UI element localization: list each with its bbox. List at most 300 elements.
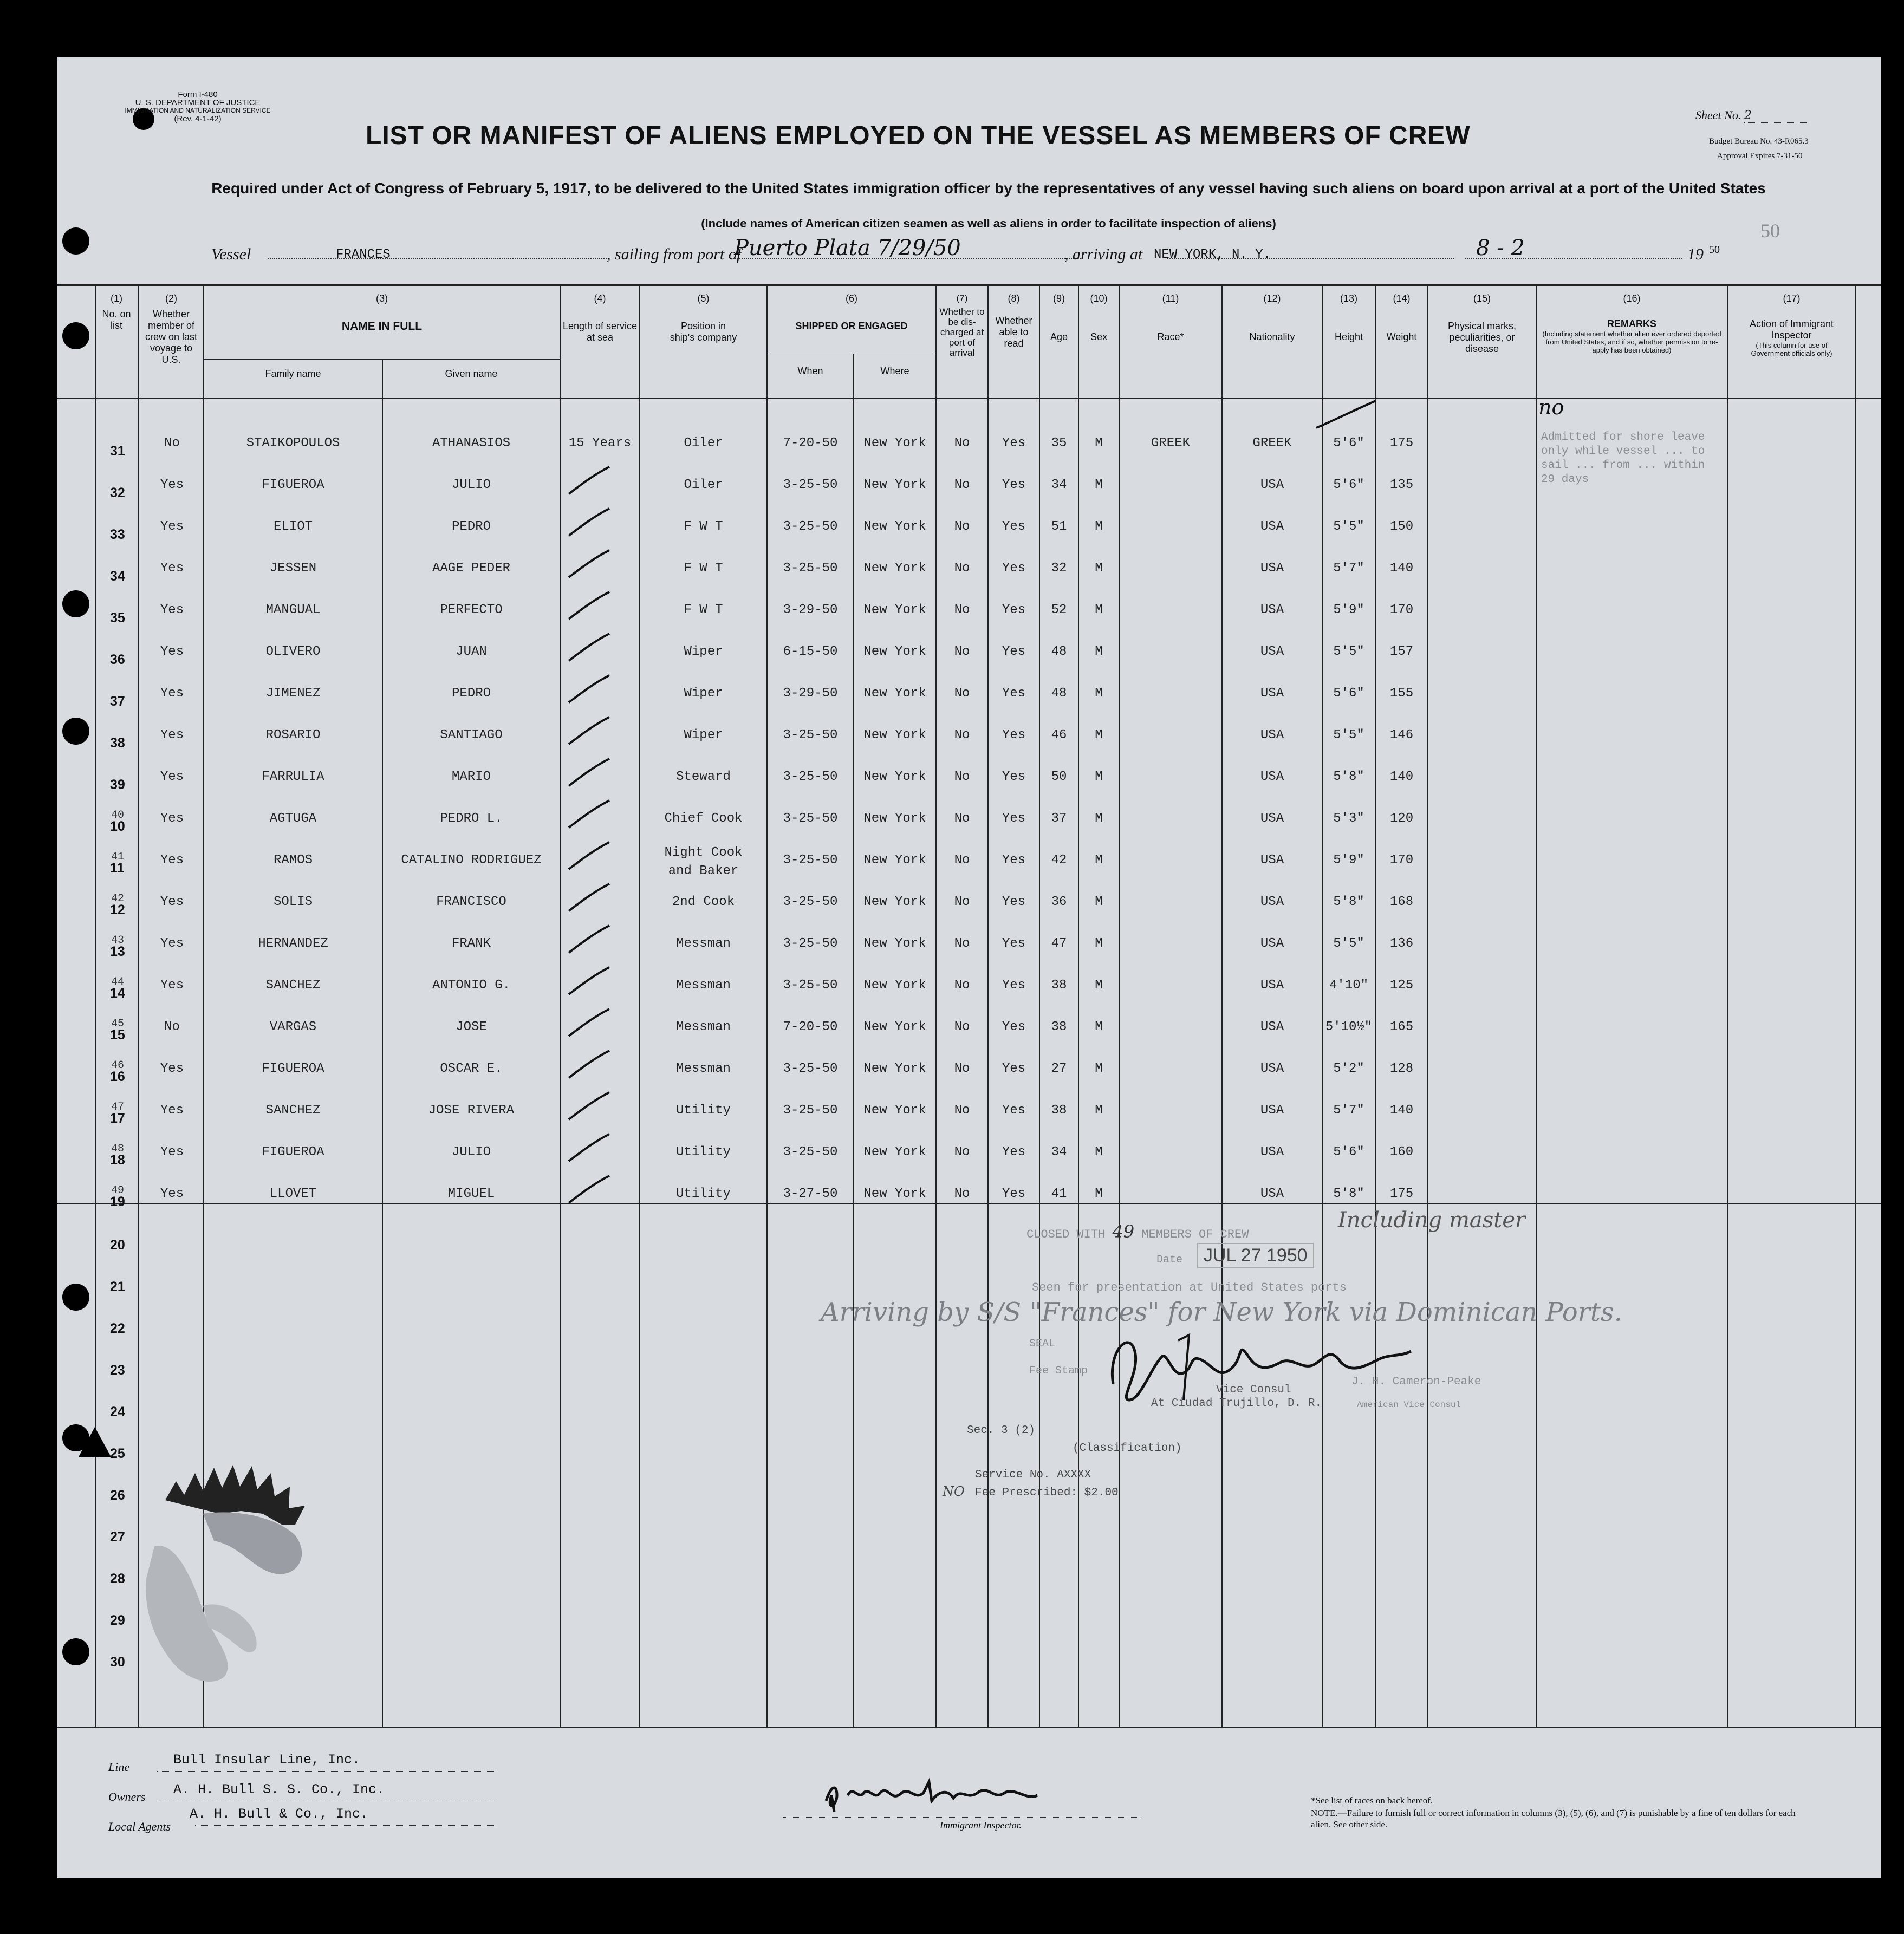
- seal-label: SEAL: [1029, 1338, 1056, 1350]
- age: 41: [1051, 1187, 1067, 1201]
- fee-stamp-label: Fee Stamp: [1029, 1365, 1088, 1377]
- closing-count: 49: [1112, 1221, 1135, 1242]
- weight: 140: [1389, 561, 1414, 576]
- ship-position: Utility: [676, 1103, 731, 1118]
- row-number: 10: [110, 819, 125, 834]
- to-be-discharged: No: [954, 895, 970, 909]
- col10-number: (10): [1090, 293, 1108, 304]
- to-be-discharged: No: [954, 519, 970, 534]
- ship-position: F W T: [684, 519, 723, 534]
- steamship-line: Bull Insular Line, Inc.: [173, 1752, 361, 1768]
- col11-label: Race*: [1157, 331, 1184, 342]
- age: 38: [1051, 1020, 1067, 1034]
- able-to-read: Yes: [1002, 561, 1026, 576]
- approval-expiry: Approval Expires 7-31-50: [1717, 152, 1803, 160]
- row-number: 13: [110, 944, 125, 959]
- age: 38: [1051, 1103, 1067, 1118]
- blank-row-number: 30: [110, 1655, 125, 1670]
- sex: M: [1095, 936, 1103, 951]
- name-subheader-rule: [203, 359, 560, 360]
- sex: M: [1095, 1103, 1103, 1118]
- height: 5'8": [1333, 1187, 1364, 1201]
- height: 5'5": [1333, 936, 1364, 951]
- given-name: FRANK: [451, 936, 491, 951]
- given-name: ANTONIO G.: [432, 978, 511, 993]
- to-be-discharged: No: [954, 1062, 970, 1076]
- form-revision: (Rev. 4-1-42): [174, 114, 222, 123]
- shipped-where: New York: [863, 686, 926, 701]
- age: 42: [1051, 853, 1067, 868]
- col-divider: [1375, 284, 1376, 1728]
- row-number: 39: [110, 777, 125, 792]
- age: 37: [1051, 811, 1067, 826]
- col17-header: [1728, 293, 1855, 357]
- col7-header: [937, 293, 987, 358]
- col15-number: (15): [1473, 293, 1491, 304]
- sex: M: [1095, 686, 1103, 701]
- family-name: ELIOT: [273, 519, 313, 534]
- height: 4'10": [1329, 978, 1368, 993]
- to-be-discharged: No: [954, 561, 970, 576]
- to-be-discharged: No: [954, 1187, 970, 1201]
- height: 5'8": [1333, 895, 1364, 909]
- nationality: USA: [1260, 895, 1284, 909]
- ship-position: Messman: [676, 1062, 731, 1076]
- family-name: SOLIS: [273, 895, 313, 909]
- shipped-where: New York: [863, 436, 926, 451]
- col6-where-label: Where: [880, 366, 909, 376]
- col15-label: Physical marks, peculiarities, or disease: [1447, 321, 1517, 354]
- crew-last-voyage: Yes: [160, 728, 184, 743]
- to-be-discharged: No: [954, 936, 970, 951]
- col10-header: [1079, 293, 1119, 343]
- col13-number: (13): [1340, 293, 1357, 304]
- col4-header: [561, 293, 639, 343]
- remarks-stamp: Admitted for shore leave only while vessel ... to sail ... from ... within 29 days: [1541, 431, 1705, 486]
- height: 5'6": [1333, 686, 1364, 701]
- row-number: 14: [110, 986, 125, 1001]
- col11-number: (11): [1162, 293, 1179, 304]
- sex: M: [1095, 853, 1103, 868]
- to-be-discharged: No: [954, 978, 970, 993]
- col5-header: [640, 293, 766, 343]
- nationality: USA: [1260, 1187, 1284, 1201]
- torn-corner: [79, 1427, 111, 1457]
- nationality: USA: [1260, 853, 1284, 868]
- weight: 160: [1389, 1145, 1414, 1160]
- family-name: STAIKOPOULOS: [246, 436, 340, 451]
- shipped-where: New York: [863, 728, 926, 743]
- crew-last-voyage: Yes: [160, 519, 184, 534]
- col5-label: Position in ship's company: [670, 321, 737, 343]
- ditto-tick-mark: [563, 1173, 612, 1206]
- col6-header: [768, 293, 935, 332]
- col9-number: (9): [1053, 293, 1065, 304]
- weight: 128: [1389, 1062, 1414, 1076]
- col8-header: [989, 293, 1039, 349]
- weight: 170: [1389, 853, 1414, 868]
- able-to-read: Yes: [1002, 978, 1026, 993]
- to-be-discharged: No: [954, 811, 970, 826]
- height: 5'6": [1333, 478, 1364, 492]
- crew-last-voyage: No: [164, 436, 180, 451]
- col-divider: [935, 284, 937, 1728]
- sheet-label: Sheet No.: [1695, 108, 1741, 122]
- height: 5'2": [1333, 1062, 1364, 1076]
- col1-number: (1): [111, 293, 122, 304]
- line-underline: [157, 1771, 498, 1772]
- fee-handwritten-mark: NO: [943, 1484, 965, 1499]
- crew-last-voyage: Yes: [160, 1187, 184, 1201]
- given-name: MIGUEL: [447, 1187, 495, 1201]
- crew-last-voyage: Yes: [160, 1062, 184, 1076]
- shipped-when: 3-25-50: [783, 519, 838, 534]
- col14-header: [1376, 293, 1427, 343]
- col-divider: [1855, 284, 1856, 1728]
- ship-position: F W T: [684, 603, 723, 617]
- age: 32: [1051, 561, 1067, 576]
- row-number: 34: [110, 569, 125, 584]
- family-name: FARRULIA: [262, 770, 324, 784]
- crew-last-voyage: Yes: [160, 811, 184, 826]
- weight: 150: [1389, 519, 1414, 534]
- shipped-when: 3-25-50: [783, 770, 838, 784]
- col8-number: (8): [1008, 293, 1020, 304]
- shipped-when: 3-25-50: [783, 853, 838, 868]
- weight: 136: [1389, 936, 1414, 951]
- able-to-read: Yes: [1002, 1020, 1026, 1034]
- col17-note: (This column for use of Government officials only): [1751, 341, 1832, 357]
- row-number: 32: [110, 485, 125, 500]
- nationality: USA: [1260, 1103, 1284, 1118]
- col12-number: (12): [1263, 293, 1281, 304]
- col2-header: [139, 293, 203, 366]
- able-to-read: Yes: [1002, 1187, 1026, 1201]
- ditto-tick-mark: [563, 673, 612, 705]
- row-handwritten-number: 49: [111, 1184, 125, 1197]
- col16-label: REMARKS: [1607, 318, 1656, 329]
- family-name: FIGUEROA: [262, 1145, 324, 1160]
- family-name: JIMENEZ: [265, 686, 321, 701]
- service-length: 15 Years: [568, 436, 632, 451]
- sex: M: [1095, 1062, 1103, 1076]
- col6-label: SHIPPED OR ENGAGED: [795, 321, 908, 331]
- vessel-underline: [268, 258, 607, 259]
- given-name: SANTIAGO: [440, 728, 503, 743]
- row-number: 38: [110, 735, 125, 751]
- sex: M: [1095, 770, 1103, 784]
- sex: M: [1095, 728, 1103, 743]
- family-name: OLIVERO: [265, 644, 321, 659]
- family-name: VARGAS: [269, 1020, 317, 1034]
- line-label: Line: [108, 1760, 130, 1774]
- family-name: RAMOS: [273, 853, 313, 868]
- family-name: JESSEN: [269, 561, 317, 576]
- sex: M: [1095, 478, 1103, 492]
- sheet-number: [1695, 108, 1809, 123]
- blank-row-number: 21: [110, 1279, 125, 1294]
- col-divider: [1727, 284, 1728, 1728]
- row-handwritten-number: 45: [111, 1018, 125, 1030]
- col3-label: NAME IN FULL: [341, 320, 423, 333]
- manifest-sheet: [57, 57, 1881, 1878]
- col16-note: (Including statement whether alien ever ordered deported from United States, and if so, whether permission to re-apply has been obtained): [1542, 330, 1721, 354]
- to-be-discharged: No: [954, 603, 970, 617]
- row-number: 17: [110, 1111, 125, 1126]
- given-name: AAGE PEDER: [432, 561, 511, 576]
- col15-header: [1428, 293, 1536, 355]
- year-prefix: 19: [1687, 245, 1704, 263]
- blank-row-number: 23: [110, 1363, 125, 1378]
- shipped-where: New York: [863, 561, 926, 576]
- blank-row-number: 20: [110, 1238, 125, 1253]
- nationality: USA: [1260, 644, 1284, 659]
- sex: M: [1095, 1020, 1103, 1034]
- blank-row-number: 22: [110, 1321, 125, 1336]
- to-be-discharged: No: [954, 644, 970, 659]
- shipped-when: 3-27-50: [783, 1187, 838, 1201]
- age: 52: [1051, 603, 1067, 617]
- shipped-when: 3-25-50: [783, 978, 838, 993]
- height: 5'6": [1333, 436, 1364, 451]
- ditto-tick-mark: [563, 1006, 612, 1039]
- shipped-where: New York: [863, 978, 926, 993]
- weight: 146: [1389, 728, 1414, 743]
- able-to-read: Yes: [1002, 1062, 1026, 1076]
- col1-header: [95, 293, 138, 331]
- given-name: JOSE RIVERA: [428, 1103, 515, 1118]
- col16-header: [1537, 293, 1727, 354]
- punch-hole: [62, 1284, 89, 1311]
- shipped-where: New York: [863, 1062, 926, 1076]
- shipped-where: New York: [863, 936, 926, 951]
- ditto-tick-mark: [563, 798, 612, 830]
- sailing-label: , sailing from port of: [607, 245, 742, 263]
- ditto-tick-mark: [563, 965, 612, 997]
- height: 5'5": [1333, 644, 1364, 659]
- given-name: PEDRO L.: [440, 811, 503, 826]
- blank-row-number: 27: [110, 1529, 125, 1545]
- punch-hole: [62, 1638, 89, 1665]
- given-name: OSCAR E.: [440, 1062, 503, 1076]
- filled-rows-end-rule: [57, 1203, 1881, 1204]
- weight: 170: [1389, 603, 1414, 617]
- col14-number: (14): [1393, 293, 1411, 304]
- shipped-when: 3-29-50: [783, 686, 838, 701]
- remarks-handwritten-mark: no: [1538, 395, 1564, 419]
- shipped-when: 3-25-50: [783, 1062, 838, 1076]
- given-name: PERFECTO: [440, 603, 503, 617]
- shipped-when: 3-25-50: [783, 936, 838, 951]
- shipped-where: New York: [863, 1145, 926, 1160]
- sex: M: [1095, 1145, 1103, 1160]
- row-handwritten-number: 41: [111, 851, 125, 863]
- age: 27: [1051, 1062, 1067, 1076]
- height: 5'5": [1333, 728, 1364, 743]
- able-to-read: Yes: [1002, 436, 1026, 451]
- given-name: JULIO: [451, 1145, 491, 1160]
- able-to-read: Yes: [1002, 603, 1026, 617]
- shipped-when: 3-25-50: [783, 478, 838, 492]
- age: 38: [1051, 978, 1067, 993]
- row-number: 11: [110, 861, 125, 876]
- year-value: 50: [1709, 244, 1720, 256]
- ship-position: Night Cook: [664, 845, 743, 860]
- family-name: LLOVET: [269, 1187, 317, 1201]
- to-be-discharged: No: [954, 728, 970, 743]
- col7-number: (7): [956, 293, 968, 303]
- shipped-when: 3-25-50: [783, 1103, 838, 1118]
- table-top-rule: [57, 284, 1881, 286]
- weight: 157: [1389, 644, 1414, 659]
- crew-last-voyage: Yes: [160, 1145, 184, 1160]
- ship-position: Utility: [676, 1145, 731, 1160]
- inspector-signature-line: [783, 1817, 1140, 1818]
- age: 35: [1051, 436, 1067, 451]
- row-number: 19: [110, 1194, 125, 1209]
- closing-date-label: Date: [1156, 1254, 1183, 1266]
- col14-label: Weight: [1386, 331, 1417, 342]
- col-divider: [853, 354, 854, 1728]
- able-to-read: Yes: [1002, 853, 1026, 868]
- arrival-date: 8 - 2: [1476, 236, 1525, 261]
- consul-place: At Ciudad Trujillo, D. R.: [1151, 1397, 1322, 1410]
- col-divider: [987, 284, 989, 1728]
- sex: M: [1095, 561, 1103, 576]
- row-number: 31: [110, 444, 125, 459]
- sex: M: [1095, 978, 1103, 993]
- closing-handwritten-note: Including master: [1338, 1208, 1526, 1233]
- able-to-read: Yes: [1002, 936, 1026, 951]
- shipped-where: New York: [863, 519, 926, 534]
- able-to-read: Yes: [1002, 728, 1026, 743]
- to-be-discharged: No: [954, 853, 970, 868]
- row-number: 12: [110, 902, 125, 917]
- ship-position: Steward: [676, 770, 731, 784]
- col16-number: (16): [1623, 293, 1641, 304]
- shipped-where: New York: [863, 1020, 926, 1034]
- consul-title: American Vice Consul: [1357, 1400, 1461, 1410]
- shipped-where: New York: [863, 644, 926, 659]
- crew-last-voyage: Yes: [160, 936, 184, 951]
- col3-number: (3): [376, 293, 388, 304]
- col-divider: [766, 284, 768, 1728]
- closing-date-stamp: JUL 27 1950: [1197, 1243, 1314, 1268]
- blank-row-number: 24: [110, 1404, 125, 1419]
- nationality: USA: [1260, 603, 1284, 617]
- given-name: JULIO: [451, 478, 491, 492]
- note-label: NOTE.: [1311, 1808, 1338, 1818]
- height: 5'8": [1333, 770, 1364, 784]
- row-handwritten-number: 47: [111, 1101, 125, 1113]
- ship-position: Chief Cook: [664, 811, 743, 826]
- ditto-tick-mark: [563, 464, 612, 497]
- age: 48: [1051, 686, 1067, 701]
- nationality: USA: [1260, 811, 1284, 826]
- ship-position: Oiler: [684, 478, 723, 492]
- to-be-discharged: No: [954, 1103, 970, 1118]
- ditto-tick-mark: [563, 589, 612, 622]
- form-department: U. S. DEPARTMENT OF JUSTICE: [135, 98, 261, 107]
- ditto-tick-mark: [563, 714, 612, 747]
- classification-label: (Classification): [1073, 1442, 1182, 1455]
- given-name: FRANCISCO: [436, 895, 506, 909]
- ship-position: 2nd Cook: [672, 895, 735, 909]
- sex: M: [1095, 1187, 1103, 1201]
- col17-number: (17): [1783, 293, 1801, 304]
- punch-hole: [62, 590, 89, 617]
- nationality: USA: [1260, 728, 1284, 743]
- note-text: —Failure to furnish full or correct information in columns (3), (5), (6), and (7) is punishable by a fine of ten dollars for each alien. See other side.: [1311, 1808, 1796, 1829]
- col7-label: Whether to be dis-charged at port of arrival: [939, 307, 985, 358]
- family-name: HERNANDEZ: [258, 936, 328, 951]
- form-identifier: [116, 90, 279, 123]
- col12-header: [1223, 293, 1322, 343]
- height: 5'7": [1333, 561, 1364, 576]
- immigrant-inspector-label: Immigrant Inspector.: [940, 1820, 1022, 1831]
- embossed-seal: [133, 1449, 360, 1752]
- ship-position: Wiper: [684, 728, 723, 743]
- col6-number: (6): [846, 293, 857, 304]
- shipped-when: 7-20-50: [783, 436, 838, 451]
- crew-last-voyage: Yes: [160, 561, 184, 576]
- closing-stamp: [1026, 1221, 1249, 1242]
- age: 47: [1051, 936, 1067, 951]
- ditto-tick-mark: [563, 506, 612, 538]
- col8-label: Whether able to read: [995, 315, 1032, 349]
- shipped-when: 3-25-50: [783, 728, 838, 743]
- blank-row-number: 29: [110, 1613, 125, 1628]
- age: 50: [1051, 770, 1067, 784]
- col4-label: Length of service at sea: [562, 321, 638, 343]
- family-name: SANCHEZ: [265, 978, 321, 993]
- col2-number: (2): [165, 293, 177, 304]
- arrival-port: NEW YORK, N. Y.: [1154, 248, 1271, 262]
- sex: M: [1095, 603, 1103, 617]
- row-handwritten-number: 40: [111, 809, 125, 822]
- given-name: MARIO: [451, 770, 491, 784]
- row-handwritten-number: 48: [111, 1143, 125, 1155]
- shipped-when: 3-29-50: [783, 603, 838, 617]
- row-number: 37: [110, 694, 125, 709]
- height: 5'5": [1333, 519, 1364, 534]
- family-name: ROSARIO: [265, 728, 321, 743]
- agents-label: Local Agents: [108, 1820, 171, 1833]
- weight: 168: [1389, 895, 1414, 909]
- page-stamp: 50: [1760, 220, 1780, 242]
- ship-position: Oiler: [684, 436, 723, 451]
- ditto-tick-mark: [563, 881, 612, 914]
- form-service: IMMIGRATION AND NATURALIZATION SERVICE: [125, 107, 271, 114]
- vessel-label: Vessel: [211, 245, 251, 263]
- given-name: PEDRO: [451, 686, 491, 701]
- col11-header: [1120, 293, 1221, 343]
- family-name: FIGUEROA: [262, 478, 324, 492]
- to-be-discharged: No: [954, 478, 970, 492]
- arriving-label: , arriving at: [1064, 245, 1143, 263]
- punch-hole: [62, 322, 89, 349]
- penalty-note: [1311, 1807, 1815, 1830]
- col5-number: (5): [697, 293, 710, 304]
- col3-header: [204, 293, 560, 332]
- col2-label: Whether member of crew on last voyage to U.S.: [145, 309, 198, 365]
- row-number: 33: [110, 527, 125, 542]
- form-subnote: (Include names of American citizen seamen as well as aliens in order to facilitate inspection of aliens): [701, 217, 1276, 230]
- age: 51: [1051, 519, 1067, 534]
- nationality: USA: [1260, 936, 1284, 951]
- able-to-read: Yes: [1002, 1145, 1026, 1160]
- weight: 165: [1389, 1020, 1414, 1034]
